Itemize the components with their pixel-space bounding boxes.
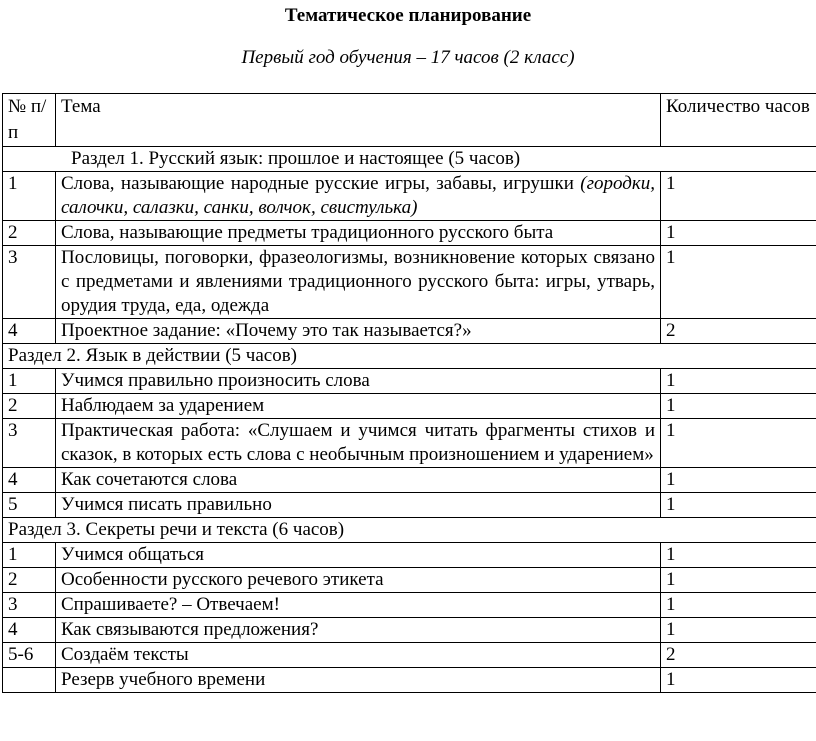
row-topic-text: Слова, называющие народные русские игры, забавы, игрушки — [61, 173, 574, 194]
row-hours: 2 — [661, 643, 816, 668]
table-row — [3, 568, 816, 593]
table-row — [3, 668, 816, 693]
row-num: 5-6 — [3, 643, 56, 668]
table-row — [3, 221, 816, 246]
row-hours: 1 — [661, 394, 816, 419]
row-hours: 1 — [661, 543, 816, 568]
header-hours: Количество часов — [661, 94, 816, 147]
header-topic: Тема — [56, 94, 661, 147]
row-topic: Слова, называющие предметы традиционного русского быта — [56, 221, 661, 246]
table-row — [3, 319, 816, 344]
section-title: Раздел 2. Язык в действии (5 часов) — [3, 344, 816, 369]
row-hours: 1 — [661, 618, 816, 643]
row-hours: 1 — [661, 369, 816, 394]
page-subtitle: Первый год обучения – 17 часов (2 класс) — [241, 47, 575, 68]
section-title: Раздел 1. Русский язык: прошлое и настоящее (5 часов) — [3, 147, 816, 172]
row-num: 3 — [3, 419, 56, 468]
row-hours: 1 — [661, 593, 816, 618]
row-hours: 1 — [661, 419, 816, 468]
row-num: 4 — [3, 618, 56, 643]
row-hours: 1 — [661, 568, 816, 593]
section-row — [3, 518, 816, 543]
table-row — [3, 246, 816, 319]
row-num: 4 — [3, 468, 56, 493]
table-row — [3, 543, 816, 568]
row-hours: 2 — [661, 319, 816, 344]
row-num: 1 — [3, 543, 56, 568]
row-topic: Учимся писать правильно — [56, 493, 661, 518]
section-row — [3, 344, 816, 369]
table-row — [3, 172, 816, 221]
table-row — [3, 419, 816, 468]
row-topic: Учимся общаться — [56, 543, 661, 568]
table-row — [3, 394, 816, 419]
row-topic: Особенности русского речевого этикета — [56, 568, 661, 593]
row-num: 5 — [3, 493, 56, 518]
row-topic: Как связываются предложения? — [56, 618, 661, 643]
row-hours: 1 — [661, 246, 816, 319]
row-topic: Как сочетаются слова — [56, 468, 661, 493]
table-row — [3, 493, 816, 518]
row-topic: Резерв учебного времени — [56, 668, 661, 693]
row-num — [3, 668, 56, 693]
row-topic-italic: (городки, салочки, салазки, санки, волчок, свистулька) — [61, 173, 655, 218]
row-num: 3 — [3, 593, 56, 618]
section-title: Раздел 3. Секреты речи и текста (6 часов) — [3, 518, 816, 543]
row-topic: Спрашиваете? – Отвечаем! — [56, 593, 661, 618]
table-row — [3, 369, 816, 394]
table-row — [3, 468, 816, 493]
page-title: Тематическое планирование — [284, 5, 532, 26]
row-num: 2 — [3, 568, 56, 593]
table-row — [3, 643, 816, 668]
row-hours: 1 — [661, 172, 816, 221]
row-hours: 1 — [661, 221, 816, 246]
row-hours: 1 — [661, 493, 816, 518]
row-topic: Проектное задание: «Почему это так называется?» — [56, 319, 661, 344]
table-row — [3, 593, 816, 618]
row-topic: Наблюдаем за ударением — [56, 394, 661, 419]
row-num: 2 — [3, 394, 56, 419]
section-row — [3, 147, 816, 172]
row-num: 4 — [3, 319, 56, 344]
row-hours: 1 — [661, 668, 816, 693]
row-topic — [56, 172, 661, 221]
row-num: 2 — [3, 221, 56, 246]
row-hours: 1 — [661, 468, 816, 493]
row-topic: Создаём тексты — [56, 643, 661, 668]
row-num: 1 — [3, 369, 56, 394]
row-topic: Учимся правильно произносить слова — [56, 369, 661, 394]
planning-table — [2, 93, 816, 693]
row-topic: Пословицы, поговорки, фразеологизмы, возникновение которых связано с предметами и явлениями традиционного русского быта: игры, утварь, орудия труда, еда, одежда — [56, 246, 661, 319]
table-row — [3, 618, 816, 643]
header-num: № п/п — [3, 94, 56, 147]
row-topic: Практическая работа: «Слушаем и учимся читать фрагменты стихов и сказок, в которых есть слова с необычным произношением и ударением» — [56, 419, 661, 468]
row-num: 1 — [3, 172, 56, 221]
table-header-row — [3, 94, 816, 147]
row-num: 3 — [3, 246, 56, 319]
